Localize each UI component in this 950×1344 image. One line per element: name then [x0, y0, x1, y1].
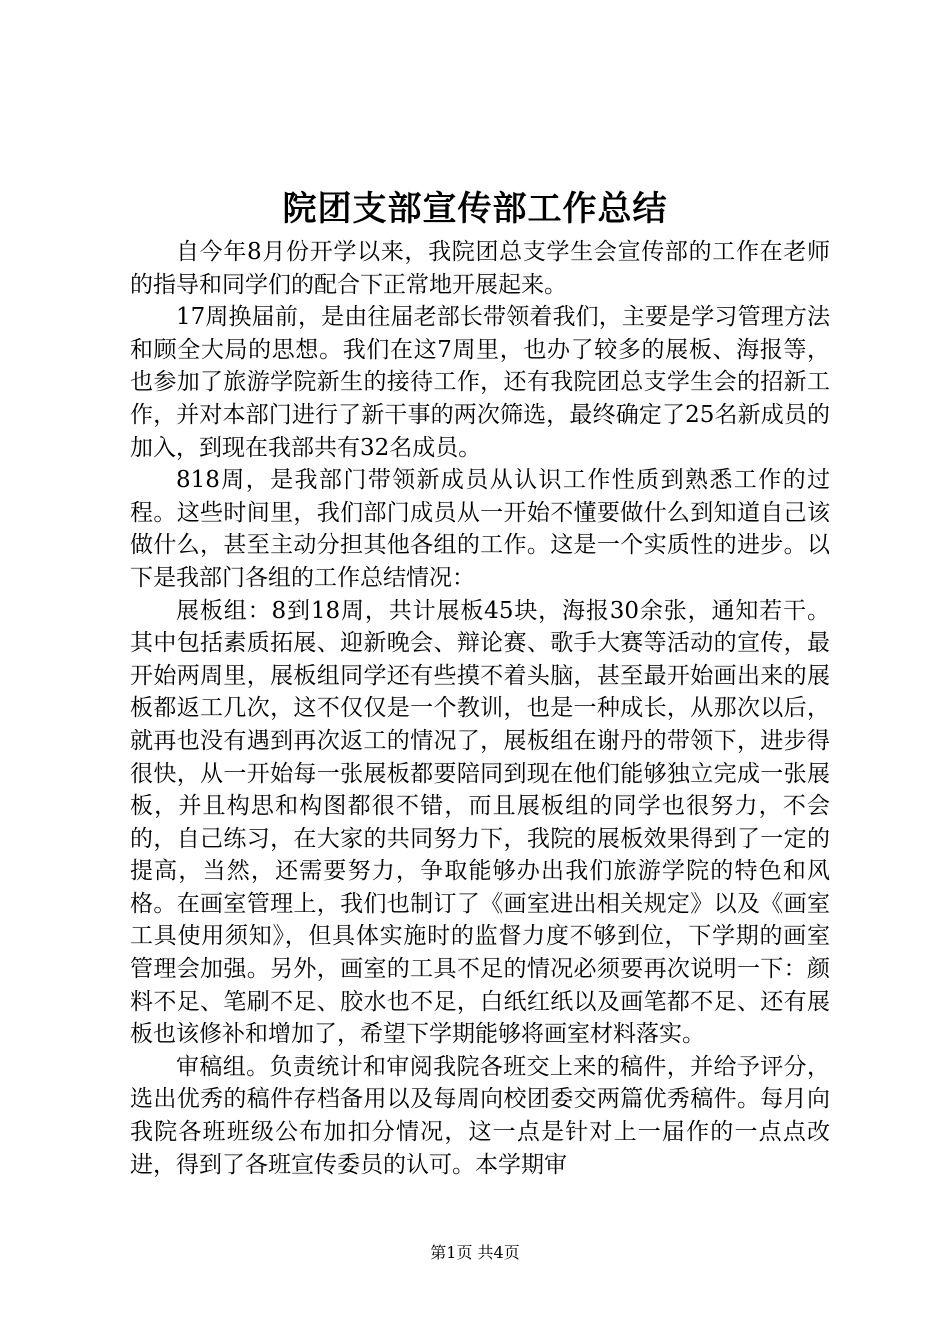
document-body	[130, 236, 830, 1181]
paragraph-intro: 自今年8月份开学以来，我院团总支学生会宣传部的工作在老师的指导和同学们的配合下正常地开展起来。	[130, 239, 830, 298]
page-number-footer: 第1页 共4页	[430, 1243, 520, 1262]
document-title: 院团支部宣传部工作总结	[282, 189, 668, 229]
paragraph-review-group: 审稿组。负责统计和审阅我院各班交上来的稿件，并给予评分，选出优秀的稿件存档备用以及每周向校团委交两篇优秀稿件。每月向我院各班班级公布加扣分情况，这一点是针对上一届作的一点点改进，得到了各班宣传委员的认可。本学期审	[130, 1053, 830, 1178]
paragraph-week-17: 17周换届前，是由往届老部长带领着我们，主要是学习管理方法和顾全大局的思想。我们在这7周里，也办了较多的展板、海报等，也参加了旅游学院新生的接待工作，还有我院团总支学生会的招新工作，并对本部门进行了新干事的两次筛选，最终确定了25名新成员的加入，到现在我部共有32名成员。	[130, 304, 830, 461]
paragraph-week-8-18: 818周，是我部门带领新成员从认识工作性质到熟悉工作的过程。这些时间里，我们部门成员从一开始不懂要做什么到知道自己该做什么，甚至主动分担其他各组的工作。这是一个实质性的进步。以下是我部门各组的工作总结情况：	[130, 467, 830, 591]
paragraph-display-board-group: 展板组：8到18周，共计展板45块，海报30余张，通知若干。其中包括素质拓展、迎新晚会、辩论赛、歌手大赛等活动的宣传，最开始两周里，展板组同学还有些摸不着头脑，甚至最开始画出来的展板都返工几次，这不仅仅是一个教训，也是一种成长，从那次以后，就再也没有遇到再次返工的情况了，展板组在谢丹的带领下，进步得很快，从一开始每一张展板都要陪同到现在他们能够独立完成一张展板，并且构思和构图都很不错，而且展板组的同学也很努力，不会的，自己练习，在大家的共同努力下，我院的展板效果得到了一定的提高，当然，还需要努力，争取能够办出我们旅游学院的特色和风格。在画室管理上，我们也制订了《画室进出相关规定》以及《画室工具使用须知》，但具体实施时的监督力度不够到位，下学期的画室管理会加强。另外，画室的工具不足的情况必须要再次说明一下：颜料不足、笔刷不足、胶水也不足，白纸红纸以及画笔都不足、还有展板也该修补和增加了，希望下学期能够将画室材料落实。	[130, 597, 830, 1048]
